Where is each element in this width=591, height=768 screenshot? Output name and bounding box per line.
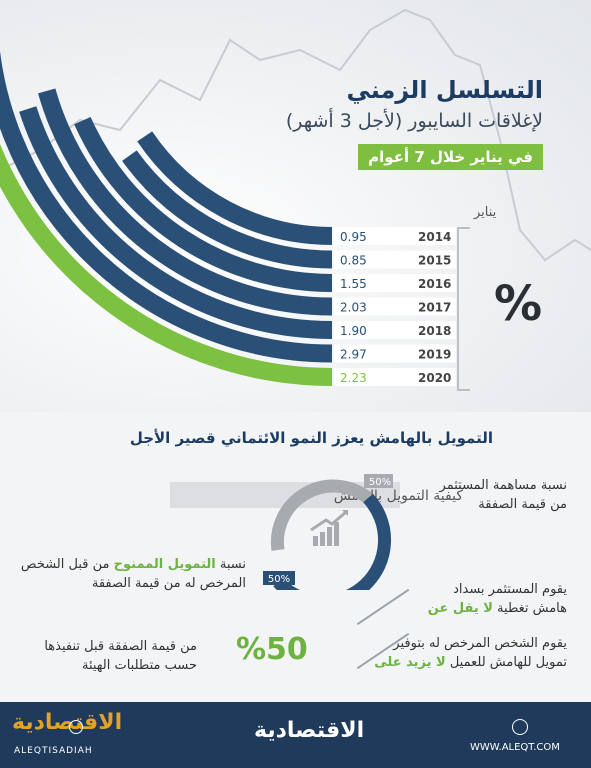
camera-icon	[69, 720, 83, 734]
year-tick-label: 2018	[418, 324, 452, 338]
investor-share-value: 50%	[368, 477, 392, 488]
unit-label: %	[494, 276, 543, 332]
big-percent-value: %50	[236, 632, 308, 667]
section-title: التمويل بالهامش يعزز النمو الائتماني قصير الأجل	[129, 429, 493, 447]
value-label: 1.90	[340, 324, 367, 338]
value-label: 2.23	[340, 371, 367, 385]
year-tick-label: 2017	[418, 300, 452, 315]
value-label: 0.85	[340, 253, 367, 268]
globe-icon	[512, 719, 528, 735]
connector-line-1	[357, 589, 410, 625]
footer-brand-center: الاقتصادية	[254, 718, 365, 743]
axis-month-label: يناير	[474, 205, 497, 220]
value-label: 1.55	[340, 277, 367, 291]
year-tick-label: 2016	[418, 277, 452, 291]
investor-pays-label: يقوم المستثمر بسداد هامش تغطية لا يقل عن	[427, 582, 567, 616]
footer-url[interactable]: WWW.ALEQT.COM	[470, 742, 560, 753]
footer-brand-logo-left: الاقتصادية	[12, 710, 123, 735]
value-label: 0.95	[340, 230, 367, 244]
investor-share-label: نسبة مساهمة المستثمر من قيمة الصفقة	[439, 478, 567, 512]
chart-title: التسلسل الزمني	[346, 76, 543, 104]
period-badge: في يناير خلال 7 أعوام	[358, 144, 543, 170]
licensed-provides-label: يقوم الشخص المرخص له بتوفير تمويل للهامش للعميل لا يزيد على	[374, 636, 567, 670]
how-title: كيفية التمويل بالهامش	[333, 488, 463, 504]
financing-share-label: نسبة التمويل الممنوح من قبل الشخص المرخص له من قيمة الصفقة	[20, 557, 246, 591]
year-tick-label: 2019	[418, 347, 452, 362]
year-tick-label: 2014	[418, 230, 452, 244]
value-label: 2.97	[340, 347, 367, 362]
chart-subtitle: لإغلاقات السايبور (لأجل 3 أشهر)	[285, 110, 543, 132]
footer-brand-latin: ALEQTISADIAH	[14, 746, 93, 756]
growth-chart-icon	[311, 510, 348, 546]
financing-value: 50%	[267, 574, 291, 585]
axis-bracket	[458, 228, 470, 390]
before-execution-label: من قيمة الصفقة قبل تنفيذها حسب متطلبات الهيئة	[44, 639, 197, 673]
year-tick-label: 2020	[418, 371, 452, 385]
margin-donut	[258, 470, 393, 590]
value-label: 2.03	[340, 300, 367, 315]
year-tick-label: 2015	[418, 253, 452, 268]
